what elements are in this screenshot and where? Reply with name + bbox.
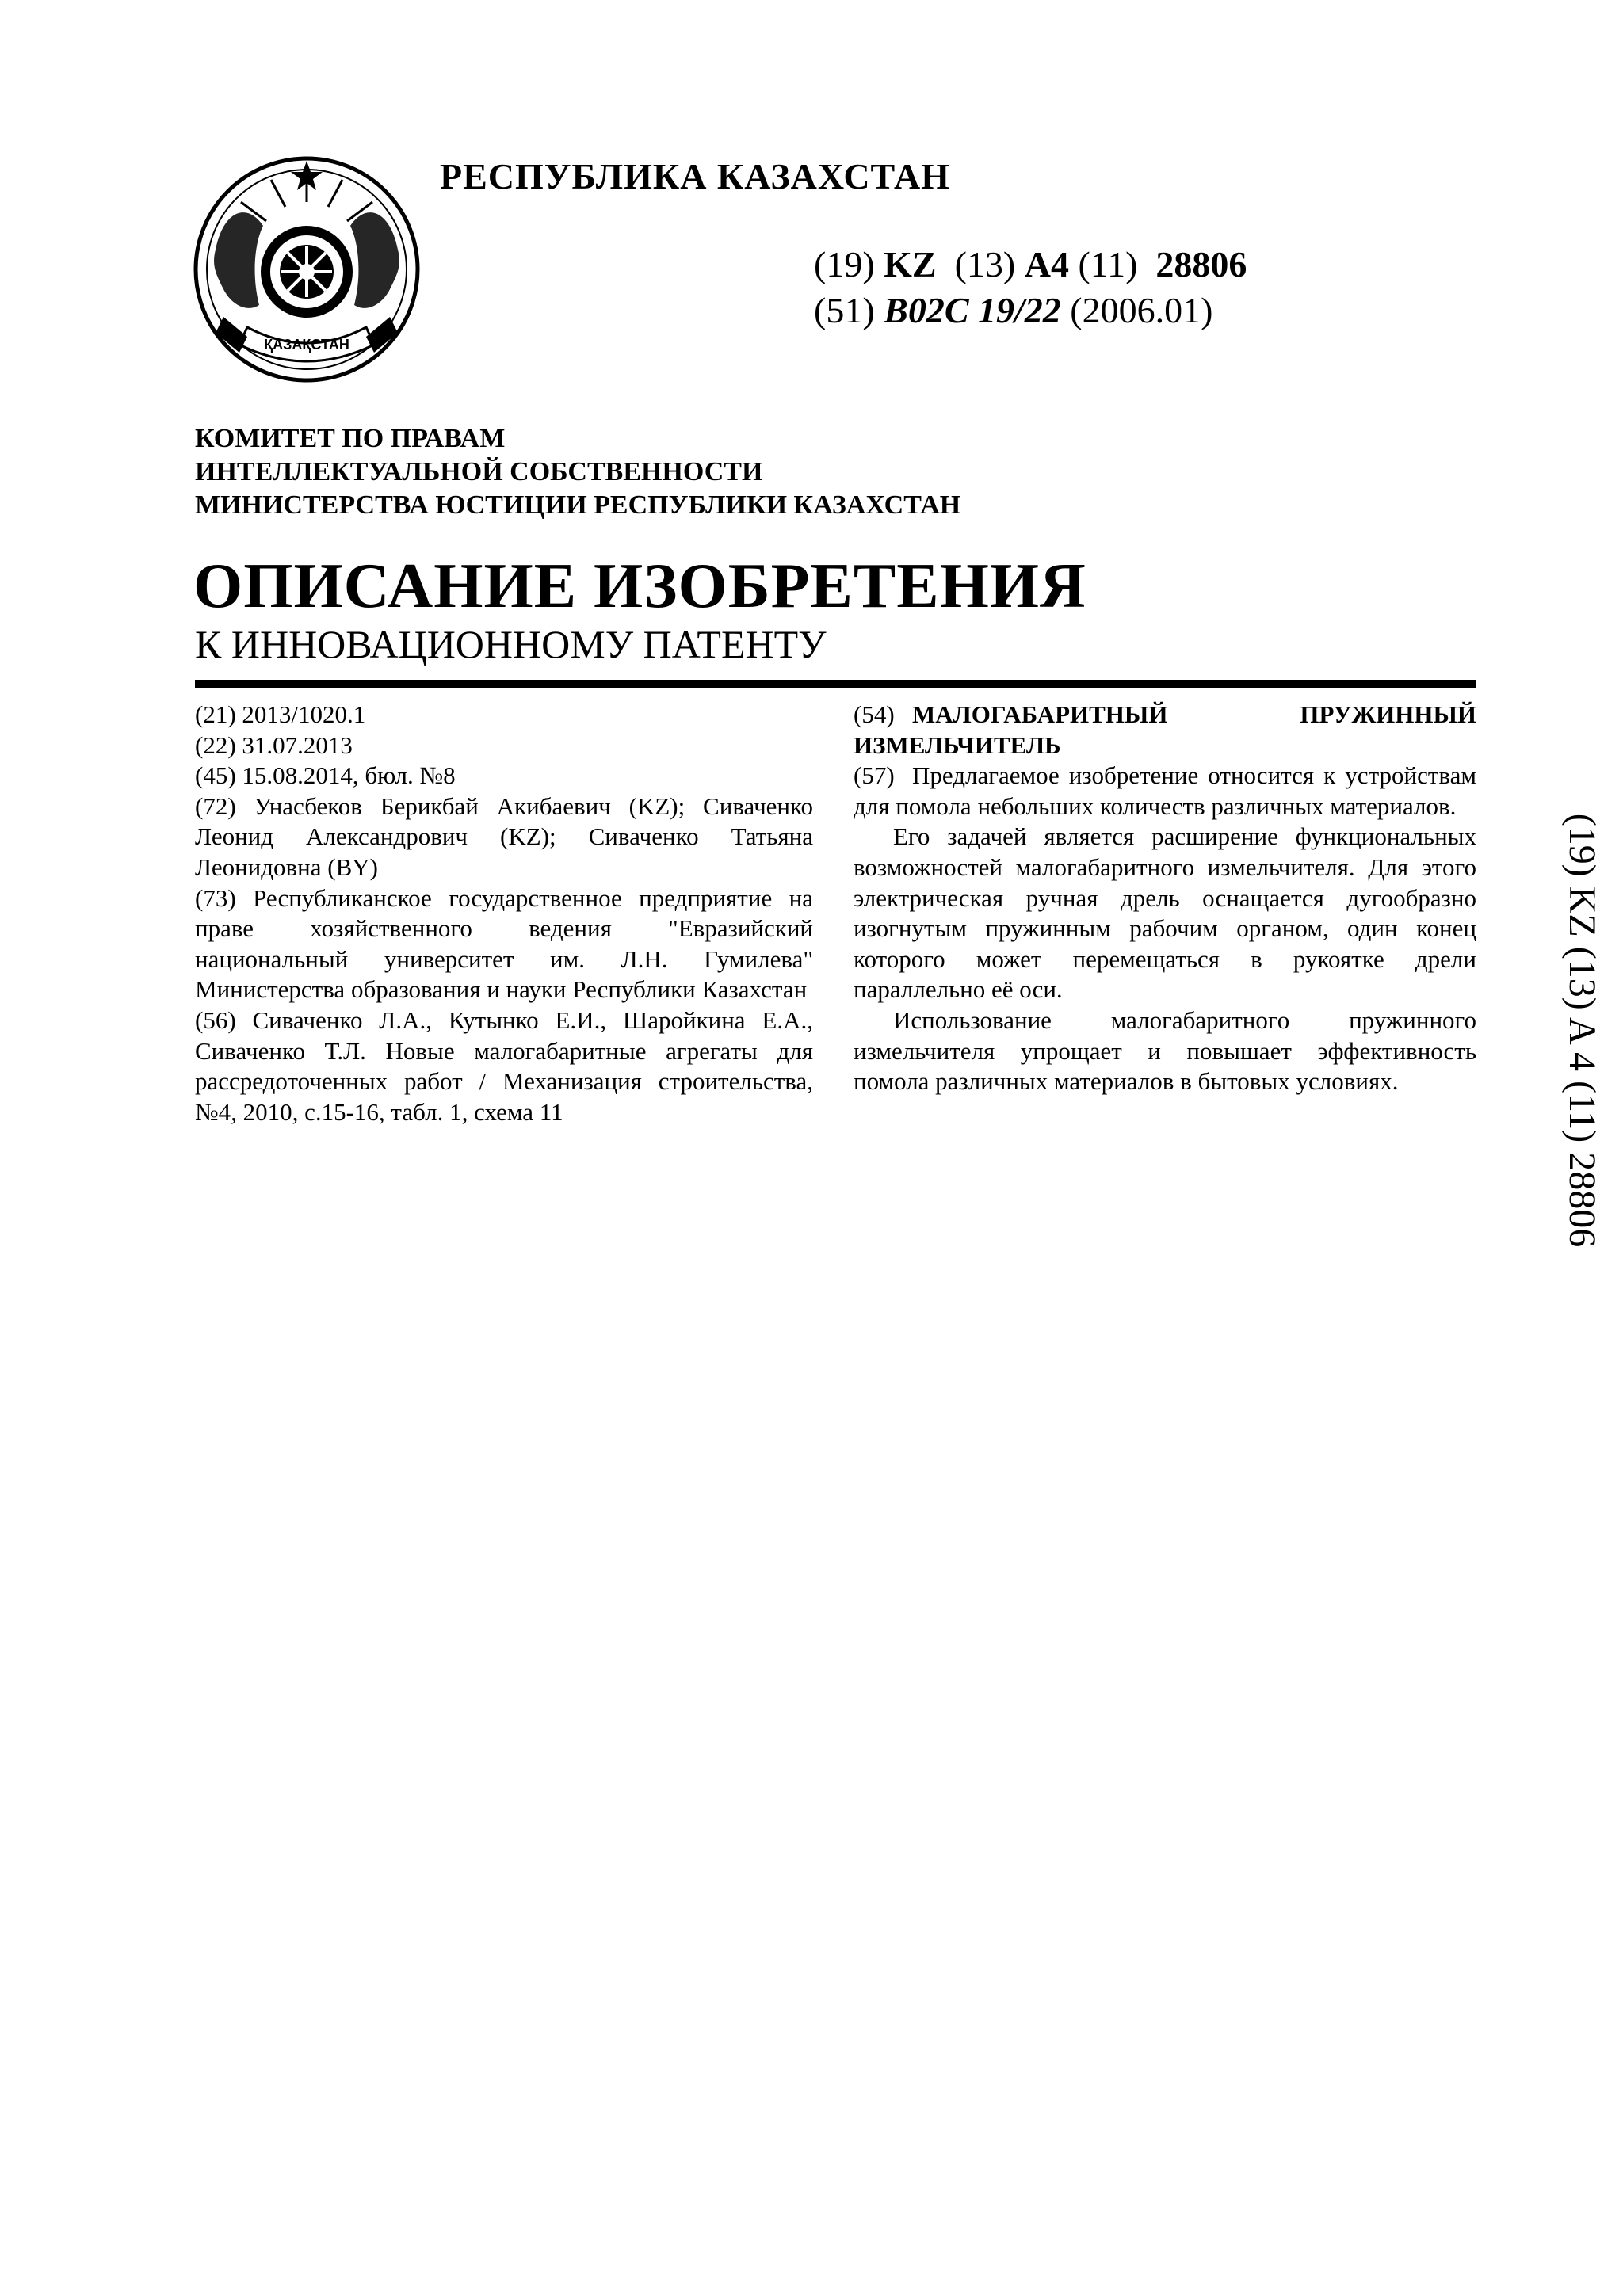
abstract-paragraph-1: Предлагаемое изобретение относится к устройствам для помола небольших количеств различных материалов. — [854, 761, 1476, 820]
field-21: (21) 2013/1020.1 — [195, 700, 366, 728]
document-subtitle: К ИННОВАЦИОННОМУ ПАТЕНТУ — [195, 622, 827, 666]
committee-line: ИНТЕЛЛЕКТУАЛЬНОЙ СОБСТВЕННОСТИ — [195, 457, 763, 486]
inid-13: (13) — [954, 244, 1016, 284]
patent-number: 28806 — [1155, 244, 1247, 284]
committee-block — [195, 422, 960, 522]
committee-line: МИНИСТЕРСТВА ЮСТИЦИИ РЕСПУБЛИКИ КАЗАХСТАН — [195, 490, 961, 520]
abstract-column — [854, 700, 1476, 1097]
inid-11: (11) — [1078, 244, 1138, 284]
inid-57: (57) — [854, 761, 895, 790]
field-54-title — [854, 700, 1476, 761]
abstract-paragraph-3: Использование малогабаритного пружинного измельчителя упрощает и повышает эффективность помола различных материалов в бытовых условиях. — [854, 1005, 1476, 1096]
country-code: KZ — [884, 244, 937, 284]
publication-line-1 — [814, 243, 1247, 285]
ipc-version: (2006.01) — [1070, 290, 1213, 330]
invention-title: МАЛОГАБАРИТНЫЙ ПРУЖИННЫЙ ИЗМЕЛЬЧИТЕЛЬ — [854, 700, 1476, 759]
inid-54: (54) — [854, 700, 895, 728]
kind-code: A4 — [1024, 244, 1069, 284]
publication-line-2 — [814, 289, 1212, 331]
ipc-class: B02C 19/22 — [884, 290, 1061, 330]
document-title: ОПИСАНИЕ ИЗОБРЕТЕНИЯ — [193, 551, 1086, 621]
field-72-inventors: (72) Унасбеков Берикбай Акибаевич (KZ); Сиваченко Леонид Александрович (KZ); Сиваченко Татьяна Леонидовна (BY) — [195, 791, 813, 881]
emblem-ribbon-text: ҚАЗАҚСТАН — [264, 337, 349, 353]
field-57-abstract — [854, 761, 1476, 822]
header-rule — [195, 680, 1476, 688]
vertical-patent-number: (19) KZ (13) A 4 (11) 28806 — [1560, 813, 1603, 1247]
abstract-paragraph-2: Его задачей является расширение функциональных возможностей малогабаритного измельчителя. Для этого электрическая ручная дрель оснащается дугообразно изогнутым пружинным рабочим органом, один конец которого может перемещаться в рукоятке дрели параллельно её оси. — [854, 822, 1476, 1004]
field-56-references: (56) Сиваченко Л.А., Кутынко Е.И., Шаройкина Е.А., Сиваченко Т.Л. Новые малогабаритные агрегаты для рассредоточенных работ / Механизация строительства, №4, 2010, с.15-16, табл. 1, схема 11 — [195, 1005, 813, 1126]
country-name: РЕСПУБЛИКА КАЗАХСТАН — [440, 156, 950, 196]
kazakhstan-state-emblem — [192, 154, 422, 384]
inid-19: (19) — [814, 244, 875, 284]
field-73-owner: (73) Республиканское государственное предприятие на праве хозяйственного ведения "Евразийский национальный университет им. Л.Н. Гумилева" Министерства образования и науки Республики Казахстан — [195, 883, 813, 1004]
committee-line: КОМИТЕТ ПО ПРАВАМ — [195, 424, 506, 453]
bibliographic-column — [195, 700, 813, 1127]
field-45: (45) 15.08.2014, бюл. №8 — [195, 761, 456, 790]
field-22: (22) 31.07.2013 — [195, 730, 353, 759]
inid-51: (51) — [814, 290, 875, 330]
